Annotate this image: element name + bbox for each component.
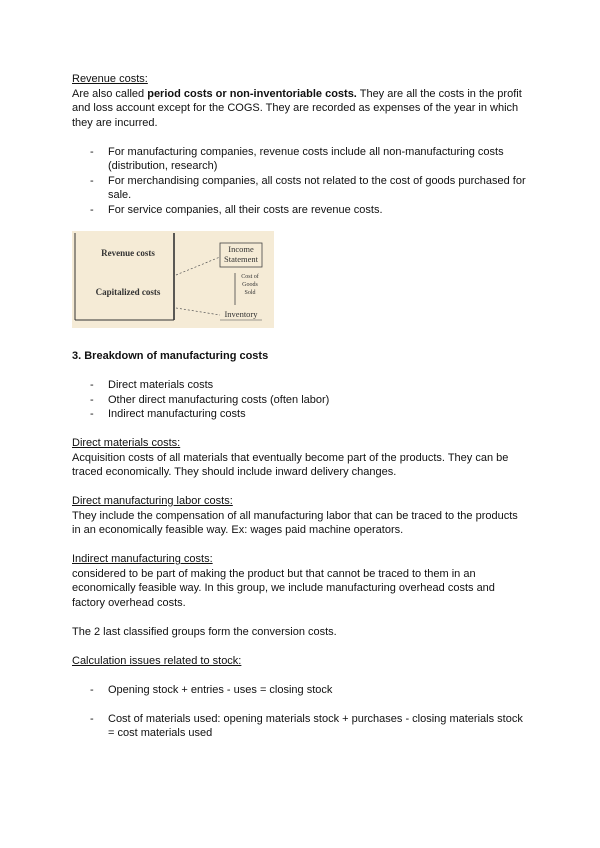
list-item: - Indirect manufacturing costs xyxy=(72,407,528,422)
revenue-costs-heading: Revenue costs: xyxy=(72,73,148,85)
stock-list-1 xyxy=(72,683,528,698)
income-statement-label: Income Statement xyxy=(224,244,258,264)
conversion-note: The 2 last classified groups form the conversion costs. xyxy=(72,625,337,638)
revenue-costs-paragraph: Are also called period costs or non-inventoriable costs. They are all the costs in the profit and loss account except for the COGS. They are recorded as expenses of the year in which they are incurred. xyxy=(72,87,522,129)
revenue-costs-label: Revenue costs xyxy=(101,248,155,258)
breakdown-list xyxy=(72,378,528,422)
list-item: - For manufacturing companies, revenue costs include all non-manufacturing costs (distribution, research) xyxy=(72,145,528,174)
stock-list-2 xyxy=(72,712,528,741)
stock-heading: Calculation issues related to stock: xyxy=(72,654,242,667)
list-item: - Other direct manufacturing costs (often labor) xyxy=(72,393,528,408)
direct-materials-text: Acquisition costs of all materials that eventually become part of the products. They can be traced economically. They should include inward delivery changes. xyxy=(72,451,509,478)
cost-flow-figure xyxy=(72,231,274,328)
list-item: - For merchandising companies, all costs not related to the cost of goods purchased for sale. xyxy=(72,174,528,203)
direct-labor-heading: Direct manufacturing labor costs: xyxy=(72,495,233,507)
indirect-text: considered to be part of making the product but that cannot be traced to them in an economically feasible way. In this group, we include manufacturing overhead costs and factory overhead costs. xyxy=(72,567,495,609)
list-item: - Cost of materials used: opening materials stock + purchases - closing materials stock = cost materials used xyxy=(72,712,528,741)
inventory-label: Inventory xyxy=(224,309,258,319)
cogs-label: Cost of Goods Sold xyxy=(241,274,259,296)
section-heading-breakdown: 3. Breakdown of manufacturing costs xyxy=(72,350,269,362)
indirect-heading: Indirect manufacturing costs: xyxy=(72,553,213,565)
document-page xyxy=(72,72,528,741)
capitalized-costs-label: Capitalized costs xyxy=(95,287,161,297)
revenue-costs-list xyxy=(72,145,528,218)
direct-materials-heading: Direct materials costs: xyxy=(72,437,181,449)
list-item: - For service companies, all their costs are revenue costs. xyxy=(72,203,528,218)
list-item: - Opening stock + entries - uses = closing stock xyxy=(72,683,528,698)
direct-labor-text: They include the compensation of all manufacturing labor that can be traced to the products in an economically feasible way. Ex: wages paid machine operators. xyxy=(72,509,518,536)
list-item: - Direct materials costs xyxy=(72,378,528,393)
